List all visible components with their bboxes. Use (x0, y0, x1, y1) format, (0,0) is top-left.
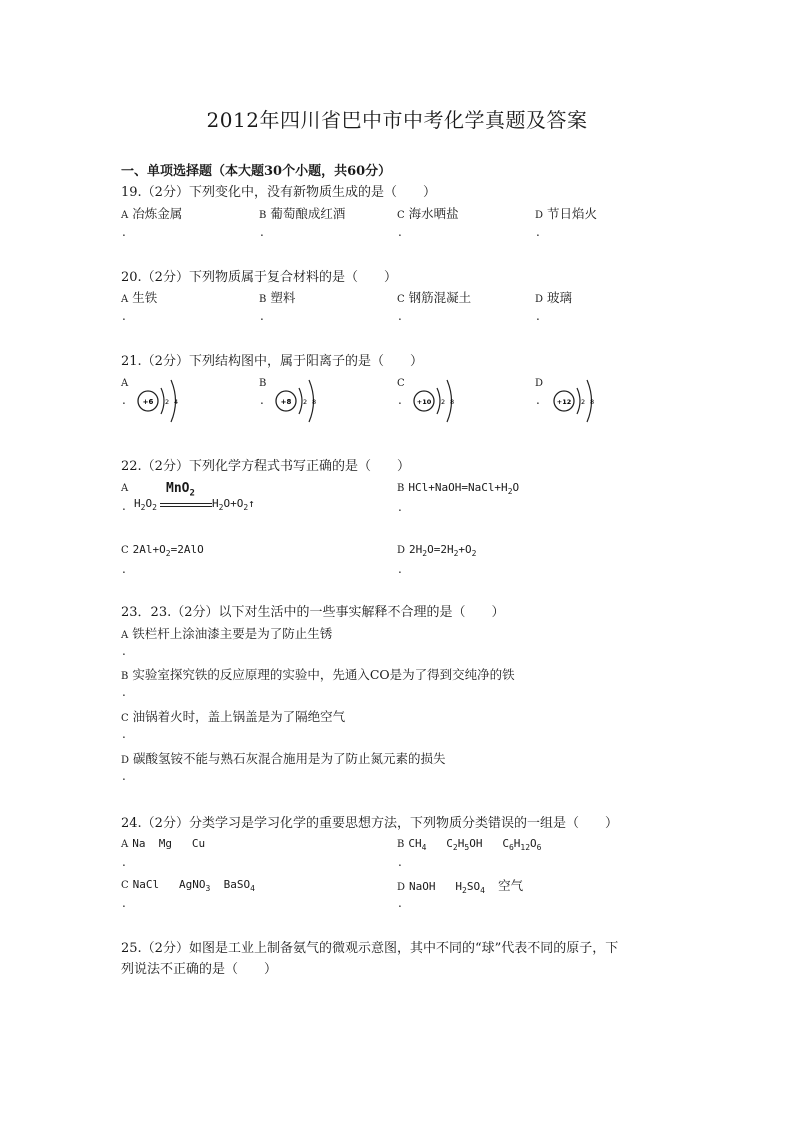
option-a[interactable]: A 生铁 (121, 290, 158, 305)
option-b[interactable]: B $CH_4$ $C_2H_5OH$ $C_6H_{12}O_6$ (397, 837, 542, 853)
option-a[interactable]: A (121, 378, 129, 389)
dot-mark: . (122, 727, 126, 741)
shell-count: 2 (441, 398, 446, 406)
option-c[interactable]: C (397, 378, 405, 389)
dot-mark: . (536, 225, 540, 239)
question-25-stem-line-1: 25.（2分）如图是工业上制备氨气的微观示意图，其中不同的“球”代表不同的原子，下 (121, 941, 619, 956)
atom-structure-diagram-c (410, 376, 470, 426)
formula-group-c: NaCl AgNO$_3$ BaSO$_4$ (132, 878, 255, 894)
dot-mark: . (260, 309, 264, 323)
nucleus-charge: +12 (556, 398, 572, 406)
shell-count: 8 (312, 398, 317, 406)
shell-count: 2 (165, 398, 170, 406)
option-c[interactable]: C 钢筋混凝土 (397, 290, 472, 305)
option-c[interactable]: C $2Al+O_2=2AlO$ (121, 543, 204, 559)
dot-mark: . (398, 225, 402, 239)
question-24-stem: 24.（2分）分类学习是学习化学的重要思想方法，下列物质分类错误的一组是（ ） (121, 816, 618, 831)
option-b[interactable]: B 塑料 (259, 290, 296, 305)
dot-mark: . (398, 562, 402, 576)
dot-mark: . (122, 225, 126, 239)
dot-mark: . (398, 393, 402, 407)
dot-mark: . (122, 393, 126, 407)
electron-shell-arc (299, 388, 302, 414)
option-a[interactable]: A 铁栏杆上涂油漆主要是为了防止生锈 (121, 626, 333, 641)
dot-mark: . (122, 309, 126, 323)
question-22-stem: 22.（2分）下列化学方程式书写正确的是（ ） (121, 459, 410, 474)
option-b[interactable]: B 葡萄酿成红酒 (259, 206, 346, 221)
dot-mark: . (536, 309, 540, 323)
section-header: 一、单项选择题（本大题30个小题，共60分） (121, 164, 392, 179)
dot-mark: . (122, 685, 126, 699)
dot-mark: . (122, 644, 126, 658)
formula-group-b: $CH_4$ $C_2H_5OH$ $C_6H_{12}O_6$ (408, 837, 542, 853)
dot-mark: . (536, 393, 540, 407)
option-d[interactable]: D 碳酸氢铵不能与熟石灰混合施用是为了防止氮元素的损失 (121, 751, 446, 766)
option-a[interactable]: A (121, 483, 129, 494)
nucleus-charge: +6 (142, 398, 154, 406)
formula-group-a: Na Mg Cu (132, 837, 206, 850)
option-a[interactable]: A Na Mg Cu (121, 837, 206, 850)
dot-mark: . (398, 855, 402, 869)
shell-count: 4 (174, 398, 179, 406)
atom-structure-diagram-b (272, 376, 332, 426)
formula-group-d: NaOH $H_2SO_4$ (409, 880, 485, 896)
equation-a-right: $H_2O+O_2↑$ (212, 497, 255, 513)
dot-mark: . (398, 896, 402, 910)
dot-mark: . (260, 393, 264, 407)
option-d[interactable]: D (535, 378, 544, 389)
atom-structure-diagram-a (134, 376, 194, 426)
dot-mark: . (398, 309, 402, 323)
question-23-stem: 23．23.（2分）以下对生活中的一些事实解释不合理的是（ ） (121, 605, 505, 620)
shell-count: 8 (450, 398, 455, 406)
nucleus-charge: +8 (280, 398, 292, 406)
dot-mark: . (122, 769, 126, 783)
question-21-stem: 21.（2分）下列结构图中，属于阳离子的是（ ） (121, 354, 423, 369)
dot-mark: . (122, 499, 126, 513)
question-25-stem-line-2: 列说法不正确的是（ ） (121, 962, 278, 977)
equation-d: $2H_2O=2H_2+O_2$ (409, 543, 477, 559)
question-19-stem: 19.（2分）下列变化中，没有新物质生成的是（ ） (121, 185, 436, 200)
shell-count: 2 (303, 398, 308, 406)
atom-structure-diagram-d (548, 376, 608, 426)
option-d[interactable]: D $2H_2O=2H_2+O_2$ (397, 543, 477, 559)
nucleus-charge: +10 (416, 398, 432, 406)
electron-shell-arc (577, 388, 580, 414)
option-d[interactable]: D 节日焰火 (535, 206, 598, 221)
option-c[interactable]: C 海水晒盐 (397, 206, 459, 221)
dot-mark: . (260, 225, 264, 239)
dot-mark: . (122, 562, 126, 576)
equation-a-left: $H_2O_2$ (134, 497, 157, 513)
option-d[interactable]: D NaOH $H_2SO_4$ 空气 (397, 878, 524, 896)
electron-shell-arc (161, 388, 164, 414)
option-b[interactable]: B 实验室探究铁的反应原理的实验中，先通入CO是为了得到交纯净的铁 (121, 667, 515, 682)
dot-mark: . (122, 855, 126, 869)
option-a[interactable]: A 冶炼金属 (121, 206, 183, 221)
option-c[interactable]: C 油锅着火时，盖上锅盖是为了隔绝空气 (121, 709, 346, 724)
electron-shell-arc (437, 388, 440, 414)
option-d[interactable]: D 玻璃 (535, 290, 573, 305)
dot-mark: . (122, 896, 126, 910)
shell-count: 2 (581, 398, 586, 406)
equation-line (160, 506, 212, 507)
option-c[interactable]: C NaCl AgNO$_3$ BaSO$_4$ (121, 878, 255, 894)
equation-c: $2Al+O_2=2AlO$ (132, 543, 204, 559)
option-b[interactable]: B $HCl+NaOH=NaCl+H_2O$ (397, 481, 520, 497)
question-20-stem: 20.（2分）下列物质属于复合材料的是（ ） (121, 270, 397, 285)
page-title: 2012年四川省巴中市中考化学真题及答案 (206, 108, 588, 132)
catalyst-label: MnO$_2$ (166, 481, 195, 499)
dot-mark: . (398, 500, 402, 514)
shell-count: 8 (590, 398, 595, 406)
equation-b: $HCl+NaOH=NaCl+H_2O$ (408, 481, 520, 497)
equation-line (160, 503, 212, 504)
option-b[interactable]: B (259, 378, 267, 389)
